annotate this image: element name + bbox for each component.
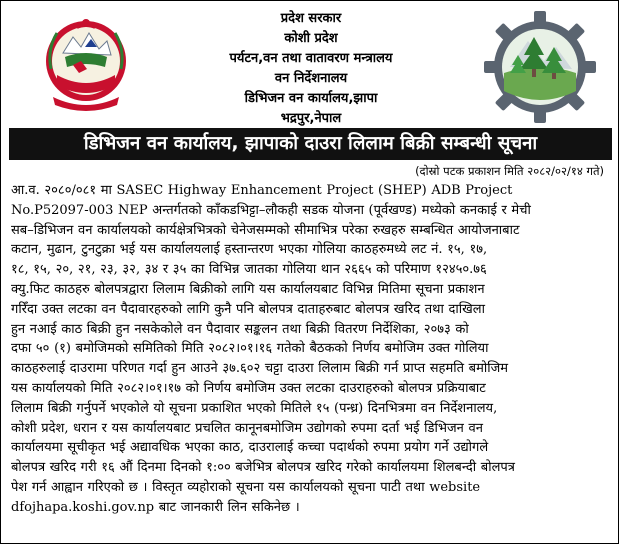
body-line: dfojhapa.koshi.gov.np बाट जानकारी लिन सकिनेछ । <box>11 499 300 515</box>
publication-date-note: (दोस्रो पटक प्रकाशन मिति २०८२/०२/१४ गते) <box>415 164 604 178</box>
body-line: बोलपत्र खरिद गरी १६ औं दिनमा दिनको १:०० बजेभित्र बोलपत्र खरिद गरेको कार्यालयमा शिलबन्दी बोलपत्र <box>11 460 515 476</box>
nepal-emblem-icon <box>41 9 131 117</box>
header-office: डिभिजन वन कार्यालय,झापा <box>244 91 378 106</box>
body-line: काठहरुलाई दाउरामा परिणत गर्दा हुन आउने ३७.६०२ चट्टा दाउरा लिलाम बिक्री गर्न प्राप्त सहमति बमोजिम <box>11 361 508 377</box>
body-line: No.P52097-003 NEP अन्तर्गतको काँकडभिट्टा–लौकही सडक योजना (पूर्वखण्ड) मध्येको कनकाई र मेची <box>11 202 531 218</box>
body-line: १८, १५, २०, २१, २३, ३२, ३४ र ३५ का विभिन्न जातका गोलिया थान २६६५ को परिमाण १२४५०.७६ <box>11 262 487 278</box>
body-line: लिलाम बिक्री गर्नुपर्ने भएकोले यो सूचना प्रकाशित भएको मितिले १५ (पन्ध्र) दिनभित्रमा वन निर्देशनालय, <box>11 400 498 416</box>
body-line: गरिँदा उक्त लटका वन पैदावारहरुको लागि कुनै पनि बोलपत्र दाताहरुबाट बोलपत्र खरिद तथा दाखिला <box>11 301 485 317</box>
body-line: कार्यालयमा सूचीकृत भई अद्यावधिक भएका काठ, दाउरालाई कच्चा पदार्थको रुपमा प्रयोग गर्ने उद्योगले <box>11 440 489 456</box>
header-province: कोशी प्रदेश <box>284 31 338 46</box>
body-line: सब–डिभिजन वन कार्यालयको कार्यक्षेत्रभित्रको चेनेजसम्मको सीमाभित्र परेका रुखहरु सम्बन्धित आयोजनाबाट <box>11 222 520 238</box>
body-line: पेश गर्न आह्वान गरिएको छ । विस्तृत व्यहोराको सूचना यस कार्यालयको सूचना पाटी तथा website <box>11 479 481 495</box>
header-location: भद्रपुर,नेपाल <box>280 111 342 126</box>
body-line: क्यु.फिट काठहरु बोलपत्रद्वारा लिलाम बिक्रीको लागि यस कार्यालयबाट विभिन्न मितिमा सूचना प्रकाशन <box>11 281 485 297</box>
header-government: प्रदेश सरकार <box>280 11 342 26</box>
body-line: कोशी प्रदेश, धरान र यस कार्यालयबाट प्रचलित कानूनबमोजिम उद्योगको रुपमा दर्ता भई डिभिजन वन <box>11 420 483 436</box>
body-line: यस कार्यालयको मिति २०८२।०१।१७ को निर्णय बमोजिम उक्त लटका दाउराहरुको बोलपत्र प्रक्रियाबाट <box>11 380 486 396</box>
body-line: आ.व. २०८०/०८१ मा SASEC Highway Enhancement Project (SHEP) ADB Project <box>11 183 513 198</box>
notice-body <box>11 181 611 518</box>
header-directorate: वन निर्देशनालय <box>274 71 348 86</box>
body-line: दफा ५० (१) बमोजिमको समितिको मिति २०८२।०१।१६ गतेको बैठकको निर्णय बमोजिम उक्त गोलिया <box>11 341 489 357</box>
office-header <box>151 9 471 129</box>
header-ministry: पर्यटन,वन तथा वातावरण मन्त्रालय <box>229 51 393 66</box>
body-line: कटान, मुढान, टुनटुक्रा भई यस कार्यालयलाई हस्तान्तरण भएका गोलिया काठहरुमध्ये लट नं. १५, १७, <box>11 242 488 258</box>
notice-title: डिभिजन वन कार्यालय, झापाको दाउरा लिलाम बिक्री सम्बन्धी सूचना <box>9 128 612 160</box>
shep-gear-tree-logo-icon <box>484 11 596 123</box>
body-line: हुन नआई काठ बिक्री हुन नसकेकोले वन पैदावार सङ्कलन तथा बिक्री वितरण निर्देशिका, २०७३ को <box>11 321 469 337</box>
